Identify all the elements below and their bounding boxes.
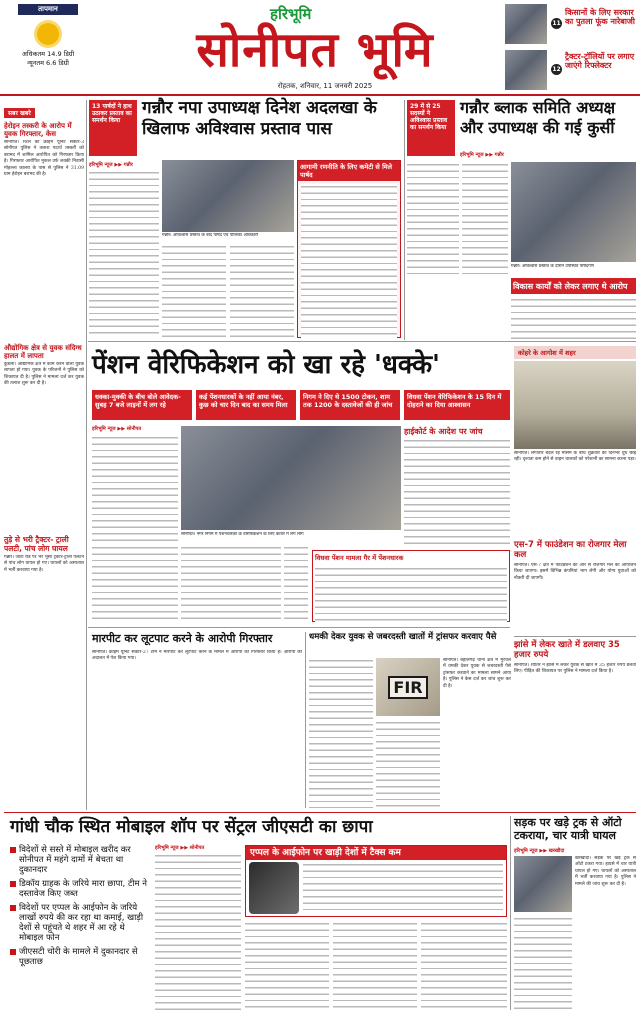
gst-bullet	[10, 903, 150, 943]
top-left-headline[interactable]: गन्नौर नपा उपाध्यक्ष दिनेश अदलखा के खिलाफ अविश्वास प्रस्ताव पास	[142, 98, 377, 139]
gst-text-col3	[333, 921, 417, 1010]
pension-sub-2: कई पेंशनधारकों के नहीं आया नंबर, कुछ को चार दिन बाद का समय मिला	[196, 390, 296, 420]
teaser-number-2: 12	[552, 66, 561, 73]
fir-body: सोनीपत। बहालगढ़ थाना क्षेत्र में मुरथल में धमकी देकर युवक से जबरदस्ती पैसे ट्रांसफर करवाने का मामला सामने आया है। पुलिस ने केस दर्ज कर जांच शुरू कर दी है।	[443, 658, 511, 689]
top-right-photo-caption: गन्नौर। अविश्वास प्रस्ताव के दौरान उपस्थित पार्षदगण	[511, 264, 594, 269]
section-rule-3	[4, 812, 636, 813]
top-right-text-col1	[407, 162, 459, 274]
weather-label: तापमान	[18, 4, 78, 15]
weather-box	[4, 4, 92, 90]
top-right-sub-headline[interactable]: विकास कार्यों को लेकर लगाए थे आरोप	[513, 282, 628, 291]
sidebar-item-2[interactable]	[4, 344, 84, 532]
pension-photo	[181, 426, 401, 530]
pension-photo-caption: सोनीपत। नगर निगम में पेंशनधारकों के वेरिफिकेशन के लिए कतार में लगे लोग	[181, 532, 304, 537]
gst-text-col1	[155, 853, 241, 1010]
top-right-text-col2	[462, 162, 508, 274]
gst-byline: हरिभूमि न्यूज ▶▶ सोनीपत	[155, 845, 205, 851]
pension-box-title: विधवा पेंशन मामला गैर में पेंशनधारक	[315, 554, 404, 562]
top-right-byline: हरिभूमि न्यूज ▶▶ गन्नौर	[460, 152, 504, 158]
phone-photo	[249, 862, 299, 914]
top-left-text-col2	[162, 244, 226, 338]
gst-bullet-text: डिकॉय ग्राहक के जरिये मारा छापा, टीम ने दस्तावेज किए जब्त	[19, 879, 147, 899]
sidebar	[4, 100, 84, 820]
fraud-headline[interactable]: झांसे में लेकर खाते में डलवाए 35 हजार रुपये	[514, 640, 620, 660]
bullet-square-icon	[10, 949, 16, 955]
sidebar-item-headline: औद्योगिक क्षेत्र से युवक संदिग्ध हालत में लापता	[4, 344, 82, 360]
job-fair-body: सोनीपत। एस-7 क्षेत्र में फाउंडेशन की ओर से रोजगार मेले का आयोजन किया जाएगा। इसमें विभिन्न कंपनियां भाग लेंगी और योग्य युवाओं को नौकरी दी जाएगी।	[514, 563, 636, 581]
pension-side-text	[404, 438, 510, 546]
sidebar-item-body: सोनीपत। जिले की क्राइम यूनिट सेक्टर-3 सोनीपत पुलिस ने तलाश पदार्थ तस्करी को बरामद में शामिल आरोपित को गिरफ्तार किया है। गिरफ्तार आरोपित मुकल उर्फ लक्की निवासी मोहल्ला कालरा के पास से पुलिस ने 31.09 ग्राम हेरोइन बरामद की है।	[4, 140, 84, 178]
fraud-body: सोनीपत। शातिर ने झांसे में लेकर युवक से खाते में 35 हजार रुपये डलवा लिए। पीड़ित की शिकायत पर पुलिस ने मामला दर्ज किया है।	[514, 663, 636, 675]
temp-max: अधिकतम 14.9 डिग्री	[21, 50, 75, 58]
bullet-square-icon	[10, 905, 16, 911]
top-left-text-col1	[89, 170, 159, 338]
top-left-photo	[162, 160, 294, 232]
pension-sub-3: निगम ने दिए थे 1500 टोकन, शाम तक 1200 के दस्तावेजों की ही जांच	[300, 390, 400, 420]
loot-divider	[305, 632, 306, 808]
fog-tag: कोहरे के आगोश में शहर	[514, 346, 636, 359]
top-right-photo	[511, 162, 636, 262]
gst-bullet	[10, 947, 150, 967]
top-right-badge: 29 में से 25 सदस्यों ने अविश्वास प्रस्ताव का समर्थन किया	[407, 100, 455, 156]
top-right-text-col3	[511, 297, 636, 339]
sidebar-divider	[86, 100, 87, 810]
gst-bullets	[10, 845, 150, 1010]
loot-body: सोनीपत। क्राइम यूनिट सेक्टर-27 टीम ने मारपीट कर लूटपाट करने के मामले में आरोपी को गिरफ्तार किया है। आरोपी को अदालत में पेश किया गया।	[92, 650, 302, 662]
sidebar-item-headline: हेरोइन तस्करी के आरोप में युवक गिरफ्तार, केस	[4, 122, 72, 138]
brand-small: हरिभूमि	[270, 5, 312, 23]
top-left-badge: 13 पार्षदों ने हाथ उठाकर प्रस्ताव का समर्थन किया	[89, 100, 137, 156]
sidebar-item-body: गन्नौर। जीटी रोड पर भरे भूसा ट्रैक्टर-ट्रॉली पलटने से पांच लोग घायल हो गए। घायलों को अस्पताल में भर्ती करवाया गया है।	[4, 555, 84, 573]
teaser-photo-2	[505, 50, 547, 90]
pension-text-col4	[284, 545, 308, 623]
top-left-byline: हरिभूमि न्यूज ▶▶ गन्नौर	[89, 162, 133, 168]
fir-photo	[376, 658, 440, 716]
top-left-photo-caption: गन्नौर। अविश्वास प्रस्ताव के बाद पार्षद एवं पालिका अधिकारी	[162, 233, 258, 238]
top-right-headline[interactable]: गन्नौर ब्लाक समिति अध्यक्ष और उपाध्यक्ष की गई कुर्सी	[460, 98, 616, 137]
loot-headline[interactable]: मारपीट कर लूटपाट करने के आरोपी गिरफ्तार	[92, 632, 273, 645]
gst-bullet	[10, 845, 150, 875]
pension-sub-1: धक्का-मुक्की के बीच बोले आवेदक- सुबह 7 बजे लाइनों में लग रहे	[92, 390, 192, 420]
teaser-box	[505, 4, 636, 92]
sidebar-item-headline: तुड़े से भरी ट्रैक्टर- ट्राली पलटी, पांच लोग घायल	[4, 535, 69, 553]
gst-text-col4	[421, 921, 507, 1010]
bullet-square-icon	[10, 881, 16, 887]
accident-photo	[514, 856, 572, 912]
gst-bullet	[10, 879, 150, 899]
pension-text-col2	[92, 545, 178, 623]
bottom-divider	[510, 816, 511, 1010]
accident-byline: हरिभूमि न्यूज ▶▶ खरखौदा	[514, 848, 565, 854]
fog-section	[514, 346, 636, 532]
gst-inset-title: एप्पल के आईफोन पर खाड़ी देशों में टैक्स कम	[246, 846, 506, 860]
fir-text-col1	[309, 658, 373, 808]
accident-body: खरखौदा। सड़क पर खड़े ट्रक से ऑटो टकरा गया। हादसे में चार यात्री घायल हो गए। घायलों को अस्पताल में भर्ती करवाया गया है। पुलिस ने मामले की जांच शुरू कर दी है।	[575, 856, 636, 887]
sidebar-item-3[interactable]	[4, 536, 84, 775]
bullet-square-icon	[10, 847, 16, 853]
sun-icon	[37, 23, 59, 45]
fir-headline[interactable]: धमकी देकर युवक से जबरदस्ती खातों में ट्रांसफर करवाए पैसे	[309, 632, 497, 642]
paper-title: सोनीपत भूमि	[196, 22, 434, 78]
top-divider	[404, 100, 405, 340]
pension-headline[interactable]: पेंशन वेरिफिकेशन को खा रहे 'धक्के'	[92, 350, 441, 380]
gst-text-col2	[245, 921, 329, 1010]
gst-headline[interactable]: गांधी चौक स्थित मोबाइल शॉप पर सेंट्रल जीएसटी का छापा	[10, 817, 373, 837]
top-left-text-col3	[230, 244, 294, 338]
job-fair-box	[514, 540, 636, 630]
sidebar-label: सबर खबरे	[4, 108, 35, 118]
fog-photo	[514, 361, 636, 449]
teaser-text-2[interactable]: ट्रैक्टर-ट्रॉलियों पर लगाए जाएंगे रिफ्लेक्टर	[565, 52, 635, 70]
section-rule-2	[88, 627, 510, 628]
gst-bullet-text: जीएसटी चोरी के मामले में दुकानदार से पूछताछ	[19, 947, 138, 967]
accident-headline[interactable]: सड़क पर खड़े ट्रक से ऑटो टकराया, चार यात्री घायल	[514, 816, 622, 842]
teaser-number-1: 11	[552, 20, 561, 27]
fraud-box	[514, 636, 636, 804]
pension-text-col1	[92, 435, 178, 541]
dateline: रोहतक, शनिवार, 11 जनवरी 2025	[277, 82, 373, 90]
gst-bullet-text: विदेशों पर एप्पल के आईफोन के जरिये लाखों रुपये की कर रहा था कमाई, खाड़ी देशों से पहुंचते थे शहर में आ रहे थे मोबाइल फोन	[19, 903, 144, 943]
fir-stamp: FIR	[388, 676, 427, 699]
pension-byline: हरिभूमि न्यूज ▶▶ सोनीपत	[92, 426, 142, 432]
masthead	[0, 0, 640, 96]
pension-box-body	[315, 566, 507, 622]
gst-inset	[245, 845, 507, 917]
pension-box	[312, 550, 510, 622]
section-rule-1	[88, 341, 636, 342]
teaser-photo-1	[505, 4, 547, 44]
temp-min: न्यूनतम 6.6 डिग्री	[27, 59, 69, 67]
gst-bullet-text: विदेशों से सस्ते में मोबाइल खरीद कर सोनीपत में महंगे दामों में बेचता था दुकानदार	[19, 845, 131, 875]
job-fair-headline[interactable]: एस-7 में फाउंडेशन का रोजगार मेला कल	[514, 540, 627, 560]
pension-sub-4: विधवा पेंशन वेरिफिकेशन के 15 दिन में दोहराने का दिया आश्वासन	[404, 390, 510, 420]
sidebar-item-1[interactable]	[4, 122, 84, 340]
accident-text-col	[514, 916, 572, 1010]
gst-inset-body	[303, 862, 503, 914]
inset-body	[301, 184, 397, 339]
top-left-inset	[297, 160, 401, 338]
fog-caption: सोनीपत। लगातार बदल रहे मौसम के बीच शुक्रवार को दिनभर धुंध छाई रही। दृश्यता कम होने से वाहन चालकों को परेशानी का सामना करना पड़ा।	[514, 451, 636, 463]
teaser-text-1[interactable]: किसानों के लिए सरकार का पुतला फूंक नारेबाजी	[565, 8, 635, 26]
pension-text-col3	[181, 545, 281, 623]
pension-side-head: हाईकोर्ट के आदेश पर जांच	[404, 427, 483, 436]
inset-title: आगामी रणनीति के लिए कमेटी से मिले पार्षद	[298, 161, 400, 181]
fir-text-col2	[376, 720, 440, 808]
sidebar-item-body: कुंडली। औद्योगिक क्षेत्र में काम करने वाला युवक लापता हो गया। युवक के परिजनों ने पुलिस को शिकायत दी है। पुलिस ने मामला दर्ज कर युवक की तलाश शुरू कर दी है।	[4, 362, 84, 387]
